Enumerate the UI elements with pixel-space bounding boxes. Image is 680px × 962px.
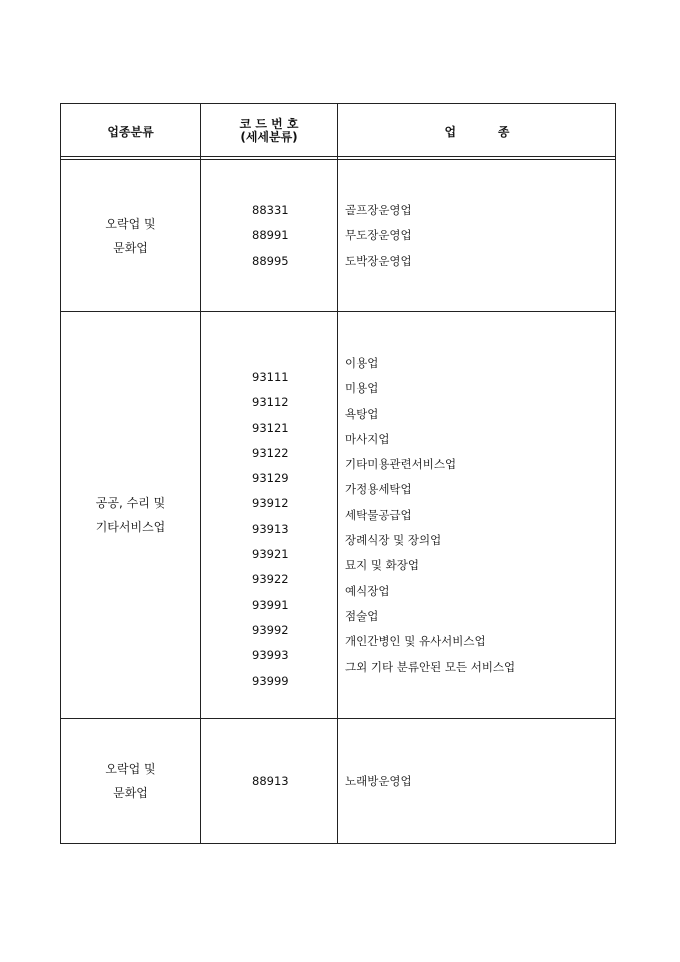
header-category-label: 업종분류	[107, 124, 154, 139]
industry-code-table	[60, 103, 616, 844]
industry-item: 노래방운영업	[345, 774, 412, 788]
category-line: 공공, 수리 및	[95, 496, 166, 510]
code-item: 93912	[252, 496, 289, 511]
code-item: 93992	[252, 622, 289, 637]
header-code	[201, 104, 337, 158]
industry-item: 기타미용관련서비스업	[345, 457, 457, 472]
industry-item: 마사지업	[345, 431, 390, 446]
industry-item: 이용업	[345, 356, 379, 370]
header-category	[61, 104, 200, 158]
industry-item: 세탁물공급업	[345, 507, 412, 522]
industry-item: 무도장운영업	[345, 228, 412, 243]
header-industry-label: 업 종	[444, 124, 510, 139]
code-item: 88995	[252, 253, 289, 268]
code-item: 88991	[252, 228, 289, 243]
code-item: 93121	[252, 420, 289, 435]
category-line: 문화업	[113, 240, 148, 255]
header-code-label: 코 드 번 호	[239, 117, 299, 131]
code-item: 93112	[252, 395, 289, 410]
code-item: 93999	[252, 673, 289, 688]
code-item: 93913	[252, 521, 289, 536]
code-list	[252, 198, 289, 274]
industry-item: 점술업	[345, 608, 379, 623]
code-item: 93122	[252, 445, 289, 460]
code-list	[252, 365, 289, 694]
industry-item: 미용업	[345, 381, 379, 396]
code-item: 88913	[252, 774, 289, 788]
code-item: 93922	[252, 572, 289, 587]
category-line: 문화업	[113, 786, 148, 800]
code-list	[252, 769, 289, 794]
code-item: 93129	[252, 471, 289, 486]
industry-list	[345, 198, 412, 274]
header-code-sublabel: (세세분류)	[240, 130, 298, 144]
industry-item: 그외 기타 분류안된 모든 서비스업	[345, 659, 516, 674]
category-line: 오락업 및	[105, 762, 156, 776]
industry-item: 개인간병인 및 유사서비스업	[345, 634, 486, 649]
column-divider	[200, 104, 201, 843]
industry-item: 묘지 및 화장업	[345, 558, 419, 573]
header-industry	[338, 104, 616, 158]
category-line: 기타서비스업	[95, 520, 166, 534]
industry-item: 예식장업	[345, 583, 390, 598]
code-item: 93991	[252, 597, 289, 612]
row-category	[61, 312, 200, 718]
code-item: 93921	[252, 547, 289, 562]
industry-item: 도박장운영업	[345, 253, 412, 268]
industry-item: 골프장운영업	[345, 203, 412, 217]
category-line: 오락업 및	[105, 216, 156, 231]
industry-item: 욕탕업	[345, 406, 379, 421]
column-divider	[337, 104, 338, 843]
industry-list	[345, 351, 515, 680]
code-item: 93993	[252, 648, 289, 663]
code-item: 93111	[252, 370, 289, 384]
row-category	[61, 719, 200, 843]
code-item: 88331	[252, 203, 289, 217]
industry-item: 가정용세탁업	[345, 482, 412, 497]
industry-item: 장례식장 및 장의업	[345, 533, 442, 548]
industry-list	[345, 769, 412, 794]
row-category	[61, 160, 200, 311]
